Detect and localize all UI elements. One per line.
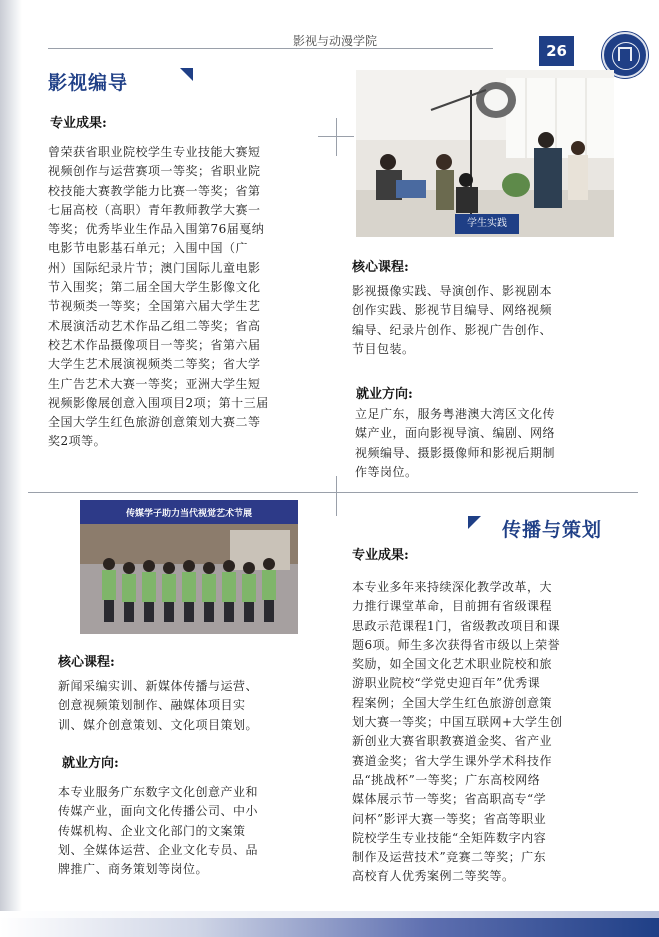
text-line: 术展演活动艺术作品乙组二等奖；省高 xyxy=(48,318,261,333)
photo-caption: 学生实践 xyxy=(455,214,519,234)
text-line: 电影节电影基石单元；入围中国（广 xyxy=(48,241,249,256)
text-line: 力推行课堂革命，目前拥有省级课程 xyxy=(352,599,553,614)
text-line: 院校学生专业技能“全矩阵数字内容 xyxy=(352,830,547,845)
crosshair-mark xyxy=(336,476,337,516)
text-line: 本专业服务广东数字文化创意产业和 xyxy=(58,785,259,799)
text-line: 高校育人优秀案例二等奖等。 xyxy=(352,869,515,884)
page-number-badge: 26 xyxy=(539,36,574,66)
core-courses-text xyxy=(352,282,627,359)
achievements-heading: 专业成果: xyxy=(50,116,107,131)
text-line: 传媒机构、企业文化部门的文案策 xyxy=(58,823,246,838)
text-line: 校艺术作品摄像项目一等奖；省第六届 xyxy=(48,337,261,352)
text-line: 制作及运营技术”竞赛二等奖；广东 xyxy=(352,850,547,865)
text-line: 划大赛一等奖；中国互联网+大学生创 xyxy=(352,715,563,730)
text-line: 节入围奖；第二届全国大学生影像文化 xyxy=(48,280,261,295)
text-line: 传媒产业，面向文化传播公司、中小 xyxy=(58,804,259,819)
crosshair-mark xyxy=(318,136,354,137)
text-line: 州）国际纪录片节；澳门国际儿童电影 xyxy=(48,260,261,275)
text-line: 影视摄像实践、导演创作、影视剧本 xyxy=(352,284,553,298)
section-divider xyxy=(28,492,638,493)
text-line: 七届高校（高职）青年教师教学大赛一 xyxy=(48,202,261,217)
text-line: 等奖；优秀毕业生作品入围第76届戛纳 xyxy=(48,222,265,237)
text-line: 牌推广、商务策划等岗位。 xyxy=(58,862,209,877)
text-line: 思政示范课程1门，省级教改项目和课 xyxy=(352,618,561,633)
text-line: 赛道金奖；省大学生课外学术科技作 xyxy=(352,753,553,768)
career-text xyxy=(355,405,630,482)
text-line: 奖励，如全国文化艺术职业院校和旅 xyxy=(352,657,553,672)
text-line: 品“挑战杯”一等奖；广东高校网络 xyxy=(352,772,541,787)
text-line: 媒体展示节一等奖；省高职高专“学 xyxy=(352,792,547,807)
career-heading-2: 就业方向: xyxy=(62,756,119,771)
section-title-communication-planning: 传播与策划 xyxy=(502,519,603,541)
title-flag-icon xyxy=(180,68,193,81)
header-school-name: 影视与动漫学院 xyxy=(292,34,377,48)
text-line: 本专业多年来持续深化教学改革，大 xyxy=(352,580,553,594)
achievements-heading-2: 专业成果: xyxy=(352,548,409,563)
text-line: 题6项。师生多次获得省市级以上荣誉 xyxy=(352,637,561,652)
text-line: 曾荣获省职业院校学生专业技能大赛短 xyxy=(48,145,261,159)
text-line: 校技能大赛教学能力比赛一等奖；省第 xyxy=(48,183,261,198)
text-line: 视频编导、摄影摄像师和影视后期制 xyxy=(355,445,556,460)
title-flag-icon xyxy=(468,516,481,529)
achievements-text-2 xyxy=(352,578,642,887)
text-line: 视频创作与运营赛项一等奖；省职业院 xyxy=(48,164,261,179)
text-line: 节视频类一等奖；全国第六届大学生艺 xyxy=(48,299,261,314)
text-line: 作等岗位。 xyxy=(355,464,418,479)
text-line: 立足广东，服务粤港澳大湾区文化传 xyxy=(355,407,556,421)
core-courses-heading-2: 核心课程: xyxy=(58,655,115,670)
text-line: 编导、纪录片创作、影视广告创作、 xyxy=(352,322,553,337)
photo-banner-text: 传媒学子助力当代视觉艺术节展 xyxy=(125,509,252,519)
text-line: 问杯”影评大赛一等奖；省高等职业 xyxy=(352,811,547,826)
footer-band xyxy=(0,918,659,937)
core-courses-text-2 xyxy=(58,677,333,735)
student-practice-photo xyxy=(356,70,614,237)
text-line: 大学生艺术展演视频类二等奖；省大学 xyxy=(48,357,261,372)
section-title-film-directing: 影视编导 xyxy=(48,72,129,94)
achievements-text xyxy=(48,143,338,452)
text-line: 奖2项等。 xyxy=(48,434,107,449)
text-line: 程案例；全国大学生红色旅游创意策 xyxy=(352,695,553,710)
text-line: 新创业大赛省职教赛道金奖、省产业 xyxy=(352,734,553,749)
page-edge-shadow xyxy=(0,0,22,937)
career-text-2 xyxy=(58,783,333,879)
header-rule xyxy=(48,48,493,49)
text-line: 全国大学生红色旅游创意策划大赛二等 xyxy=(48,415,261,430)
text-line: 新闻采编实训、新媒体传播与运营、 xyxy=(58,679,259,693)
core-courses-heading: 核心课程: xyxy=(352,260,409,275)
text-line: 创意视频策划制作、融媒体项目实 xyxy=(58,698,246,713)
crosshair-mark xyxy=(336,118,337,156)
text-line: 生广告艺术大赛一等奖；亚洲大学生短 xyxy=(48,376,261,391)
text-line: 视频影像展创意入围项目2项；第十三届 xyxy=(48,395,269,410)
text-line: 训、媒介创意策划、文化项目策划。 xyxy=(58,717,259,732)
career-heading: 就业方向: xyxy=(356,387,413,402)
text-line: 节目包装。 xyxy=(352,341,415,356)
arts-festival-photo xyxy=(80,500,298,634)
text-line: 创作实践、影视节目编导、网络视频 xyxy=(352,303,553,318)
footer-band-light xyxy=(0,911,659,918)
text-line: 划、全媒体运营、企业文化专员、品 xyxy=(58,842,259,857)
text-line: 媒产业，面向影视导演、编剧、网络 xyxy=(355,426,556,441)
text-line: 游职业院校“学党史迎百年”优秀课 xyxy=(352,676,541,691)
